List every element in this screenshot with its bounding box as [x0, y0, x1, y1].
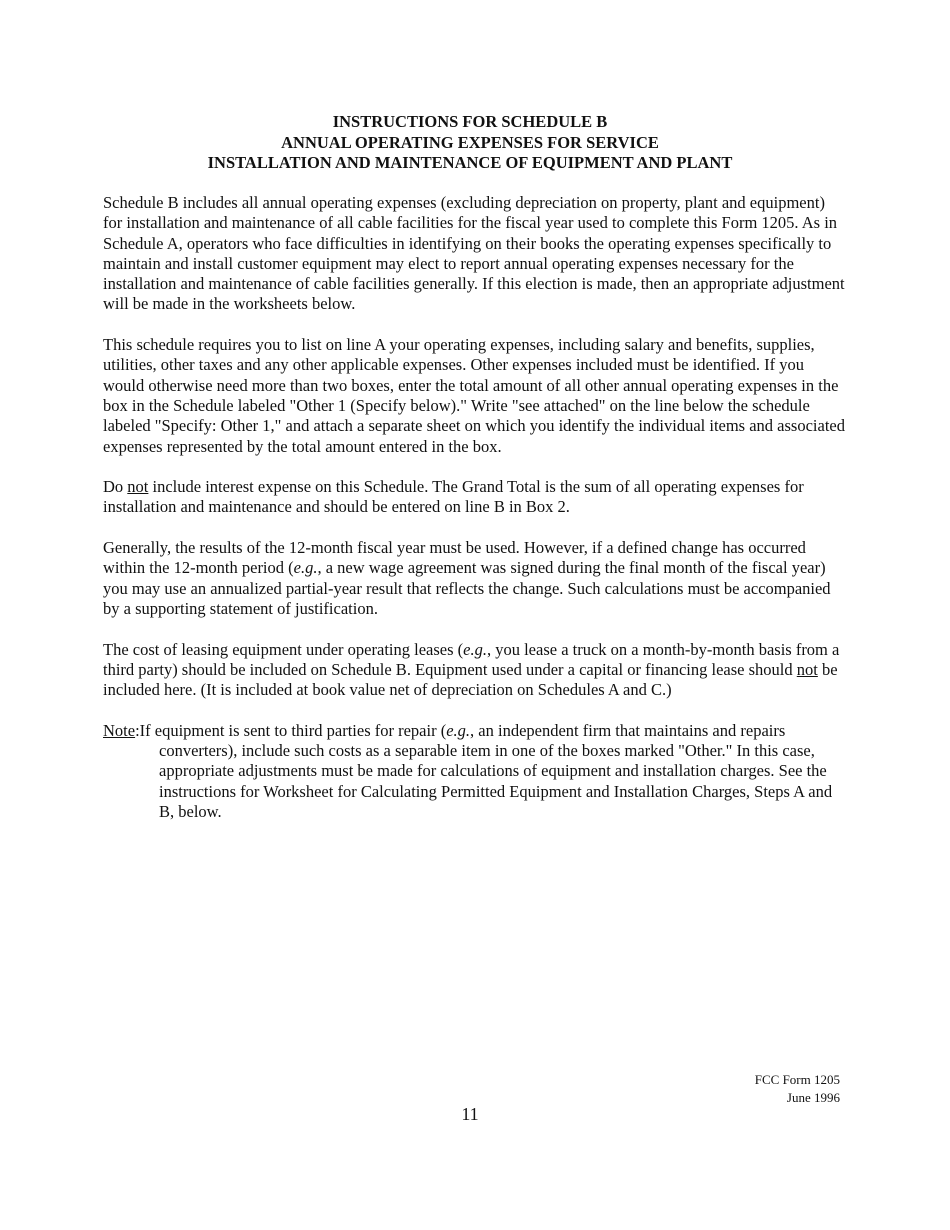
- text-run: , you lease a truck on a month-by-month basis from a third party) should be included on Schedule B. Equipment used under a capital or financing lease should: [103, 639, 840, 679]
- text-run: :If equipment is sent to third parties for repair (: [135, 720, 447, 740]
- italic-text: e.g.: [446, 720, 471, 740]
- form-identifier: [755, 1071, 840, 1107]
- paragraph-fiscal-year: [103, 538, 845, 619]
- title-line-2: ANNUAL OPERATING EXPENSES FOR SERVICE: [281, 132, 659, 152]
- italic-text: e.g.: [463, 639, 487, 659]
- form-date: June 1996: [786, 1090, 840, 1105]
- note-paragraph: [103, 721, 845, 822]
- underlined-text: not: [796, 659, 818, 679]
- page-title: [0, 112, 940, 174]
- text-run: , an independent firm that maintains and repairs converters), include such costs as a separable item in one of the boxes marked "Other." In this case, appropriate adjustments must be made for calculations of equipment and installation charges. See the instructions for Worksheet for Calculating Permitted Equipment and Installation Charges, Steps A and B, below.: [159, 720, 833, 821]
- text-run: be included here. (It is included at book value net of depreciation on Schedules A and C.): [103, 659, 838, 700]
- paragraph-line-a-expenses: This schedule requires you to list on line A your operating expenses, including salary and benefits, supplies, utilities, other taxes and any other applicable expenses. Other expenses included must be identified. If you would otherwise need more than two boxes, enter the total amount of all other annual operating expenses in the box in the Schedule labeled "Other 1 (Specify below)." Write "see attached" on the line below the schedule labeled "Specify: Other 1," and attach a separate sheet on which you identify the individual items and associated expenses represented by the total amount entered in the box.: [103, 335, 845, 456]
- text-run: , a new wage agreement was signed during the final month of the fiscal year) you may use an annualized partial-year result that reflects the change. Such calculations must be accompanied by a supporting statement of justification.: [103, 558, 831, 618]
- text-run: The cost of leasing equipment under operating leases (: [103, 639, 464, 659]
- paragraph-schedule-overview: Schedule B includes all annual operating expenses (excluding depreciation on property, plant and equipment) for installation and maintenance of all cable facilities for the fiscal year used to complete this Form 1205. As in Schedule A, operators who face difficulties in identifying on their books the operating expenses specifically to maintain and install customer equipment may elect to report annual operating expenses necessary for the installation and maintenance of cable facilities generally. If this election is made, then an appropriate adjustment will be made in the worksheets below.: [103, 193, 845, 314]
- title-line-1: INSTRUCTIONS FOR SCHEDULE B: [332, 112, 608, 131]
- title-line-3: INSTALLATION AND MAINTENANCE OF EQUIPMENT AND PLANT: [207, 153, 733, 172]
- note-label: Note: [103, 720, 136, 740]
- paragraph-interest-expense: [103, 477, 845, 518]
- underlined-text: not: [127, 477, 149, 497]
- text-run: Do: [103, 477, 128, 497]
- page-number: 11: [461, 1104, 479, 1124]
- instructions-body: [103, 193, 845, 843]
- italic-text: e.g.: [293, 558, 318, 578]
- paragraph-leasing-equipment: [103, 640, 845, 701]
- form-name: FCC Form 1205: [754, 1072, 840, 1087]
- text-run: include interest expense on this Schedule. The Grand Total is the sum of all operating expenses for installation and maintenance and should be entered on line B in Box 2.: [103, 477, 804, 517]
- text-run: Generally, the results of the 12-month fiscal year must be used. However, if a defined change has occurred within the 12-month period (: [103, 538, 806, 578]
